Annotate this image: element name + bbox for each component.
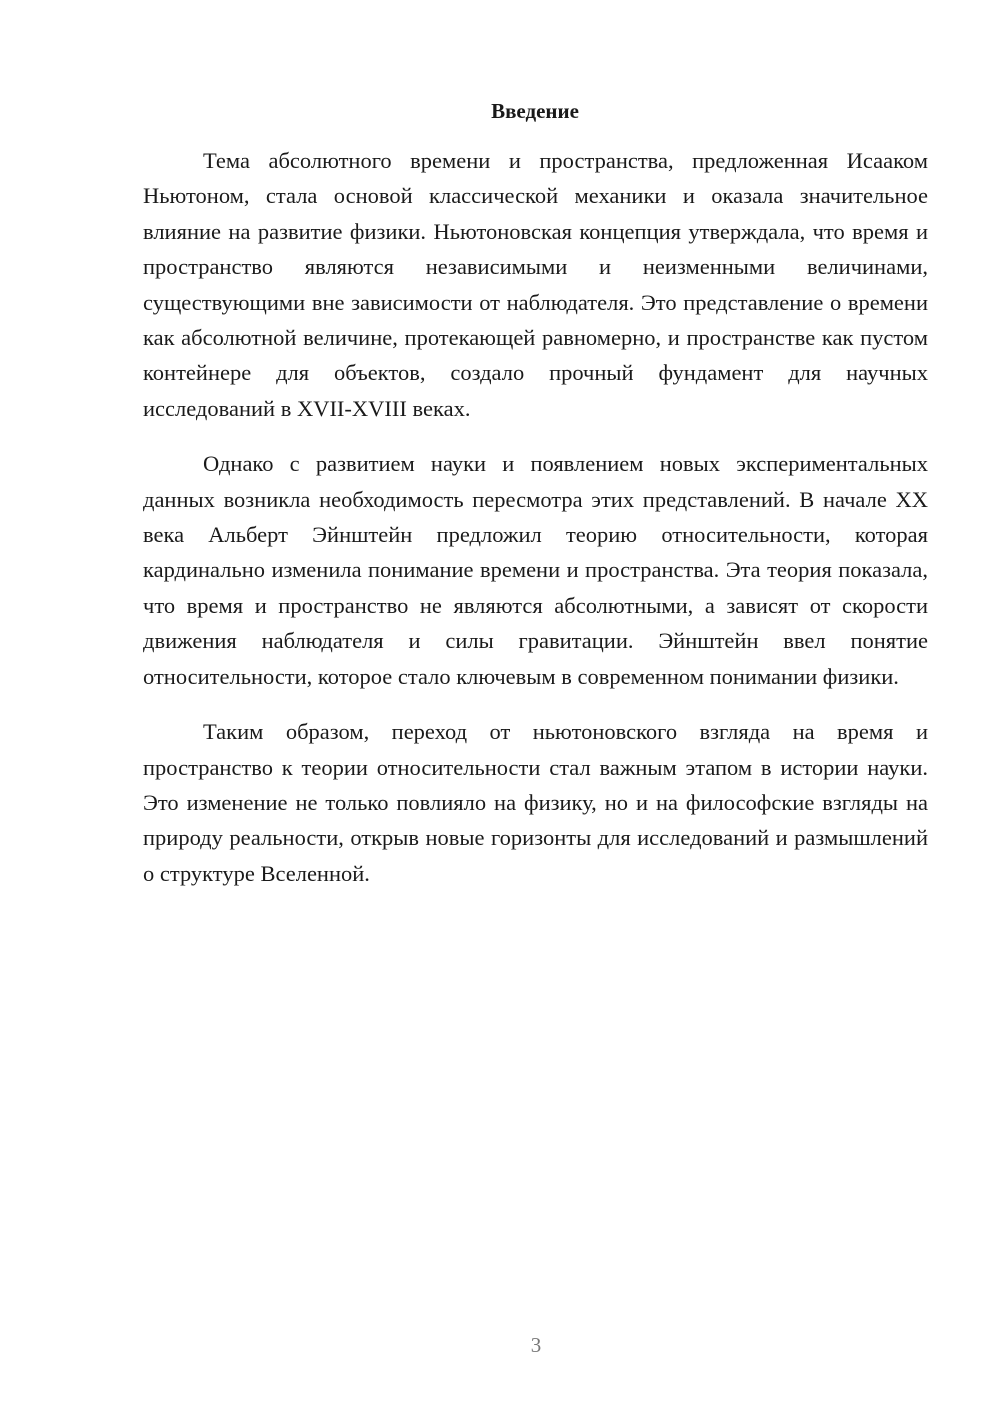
- section-heading: Введение: [491, 99, 579, 123]
- page-number: 3: [530, 1333, 542, 1357]
- paragraph-3: Таким образом, переход от ньютоновского взгляда на время и пространство к теории относительности стал важным этапом в истории науки. Это изменение не только повлияло на физику, но и на философские взгляды на природу реальности, открыв новые горизонты для исследований и размышлений о структуре Вселенной.: [143, 719, 928, 886]
- body-text: [143, 143, 928, 911]
- paragraph-1: Тема абсолютного времени и пространства, предложенная Исааком Ньютоном, стала основой классической механики и оказала значительное влияние на развитие физики. Ньютоновская концепция утверждала, что время и пространство являются независимыми и неизменными величинами, существующими вне зависимости от наблюдателя. Это представление о времени как абсолютной величине, протекающей равномерно, и пространстве как пустом контейнере для объектов, создало прочный фундамент для научных исследований в XVII-XVIII веках.: [143, 148, 928, 421]
- paragraph-2: Однако с развитием науки и появлением новых экспериментальных данных возникла необходимость пересмотра этих представлений. В начале XX века Альберт Эйнштейн предложил теорию относительности, которая кардинально изменила понимание времени и пространства. Эта теория показала, что время и пространство не являются абсолютными, а зависят от скорости движения наблюдателя и силы гравитации. Эйнштейн ввел понятие относительности, которое стало ключевым в современном понимании физики.: [143, 451, 928, 689]
